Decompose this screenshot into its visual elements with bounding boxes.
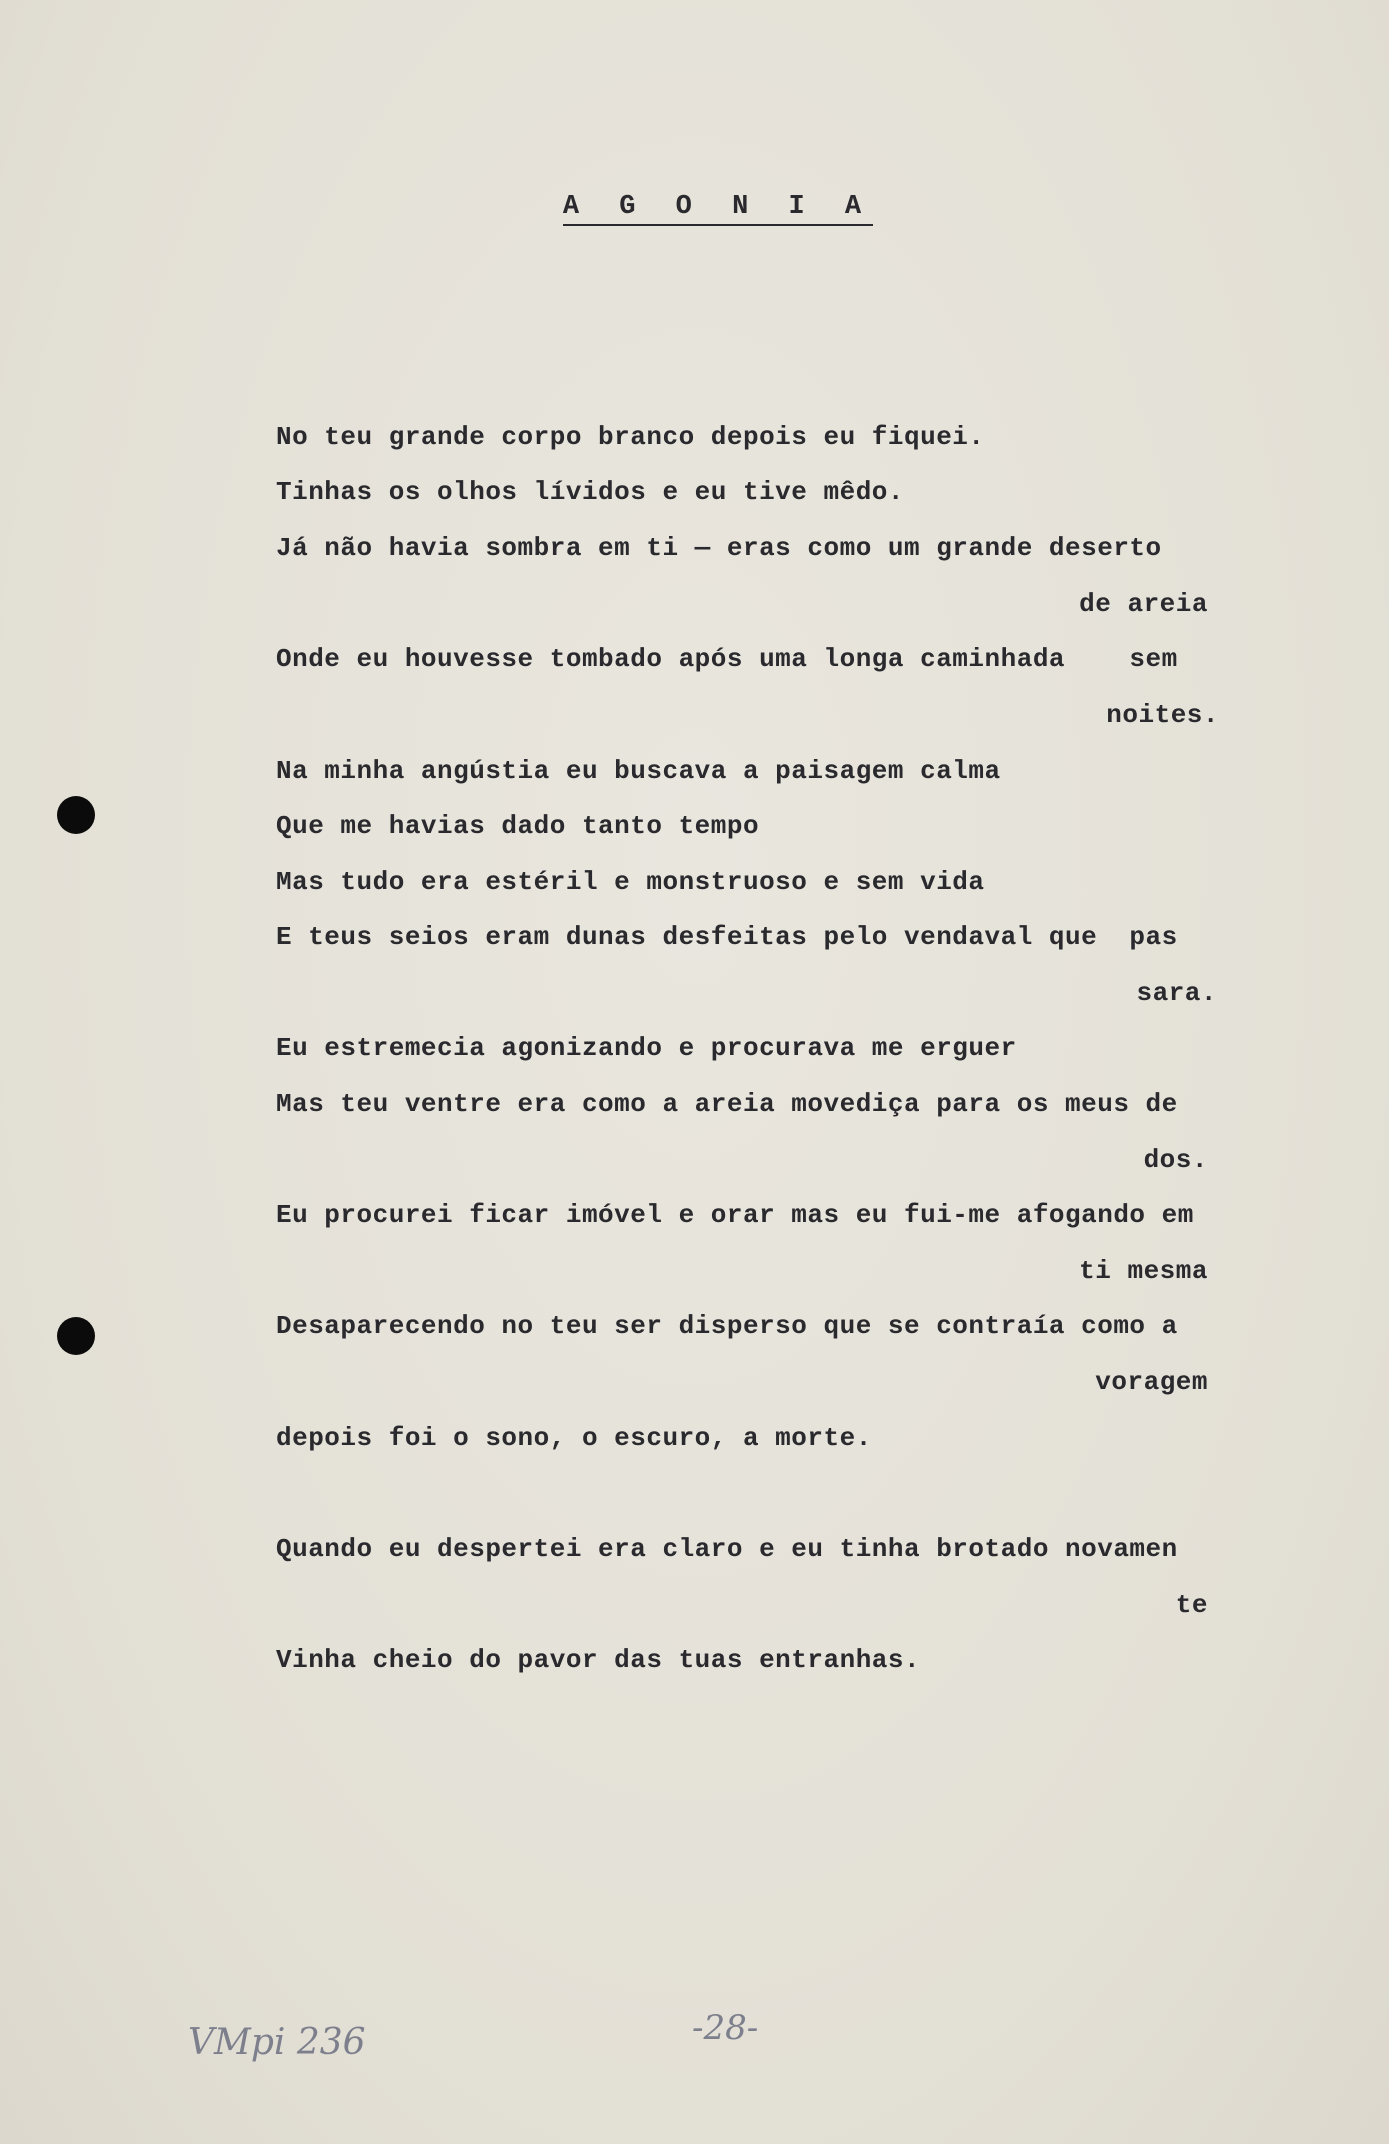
poem-line: Eu procurei ficar imóvel e orar mas eu fui-me afogando em [276, 1200, 1194, 1230]
poem-line: Eu estremecia agonizando e procurava me erguer [276, 1033, 1017, 1063]
poem-line: Quando eu despertei era claro e eu tinha brotado novamen [276, 1534, 1178, 1564]
poem-line: Vinha cheio do pavor das tuas entranhas. [276, 1645, 921, 1675]
poem-line: Mas tudo era estéril e monstruoso e sem vida [276, 867, 985, 897]
poem-line: No teu grande corpo branco depois eu fiquei. [276, 422, 985, 452]
handwritten-page-number: -28- [692, 2008, 759, 2048]
poem-line: Onde eu houvesse tombado após uma longa caminhada sem [276, 644, 1178, 674]
poem-line-continuation: dos. [1143, 1145, 1208, 1175]
poem-line-continuation: sara. [1136, 978, 1217, 1008]
poem-line-continuation: de areia [1079, 589, 1208, 619]
poem-line-continuation: te [1175, 1590, 1208, 1620]
poem-line: Tinhas os olhos lívidos e eu tive mêdo. [276, 477, 904, 507]
poem-line: depois foi o sono, o escuro, a morte. [276, 1423, 872, 1453]
poem-line: E teus seios eram dunas desfeitas pelo vendaval que pas [276, 922, 1178, 952]
poem-line-continuation: voragem [1095, 1367, 1208, 1397]
punch-hole-bottom [57, 1317, 95, 1355]
poem-line-continuation: noites. [1106, 700, 1219, 730]
poem-title: A G O N I A [0, 192, 1389, 222]
poem-line-continuation: ti mesma [1079, 1256, 1208, 1286]
punch-hole-top [57, 796, 95, 834]
handwritten-catalog-note: VMpi 236 [188, 2022, 366, 2063]
poem-line: Desaparecendo no teu ser disperso que se contraía como a [276, 1311, 1178, 1341]
poem-line: Na minha angústia eu buscava a paisagem calma [276, 756, 1001, 786]
poem-line: Mas teu ventre era como a areia movediça para os meus de [276, 1089, 1178, 1119]
poem-line: Já não havia sombra em ti — eras como um grande deserto [276, 533, 1162, 563]
poem-line: Que me havias dado tanto tempo [276, 811, 760, 841]
